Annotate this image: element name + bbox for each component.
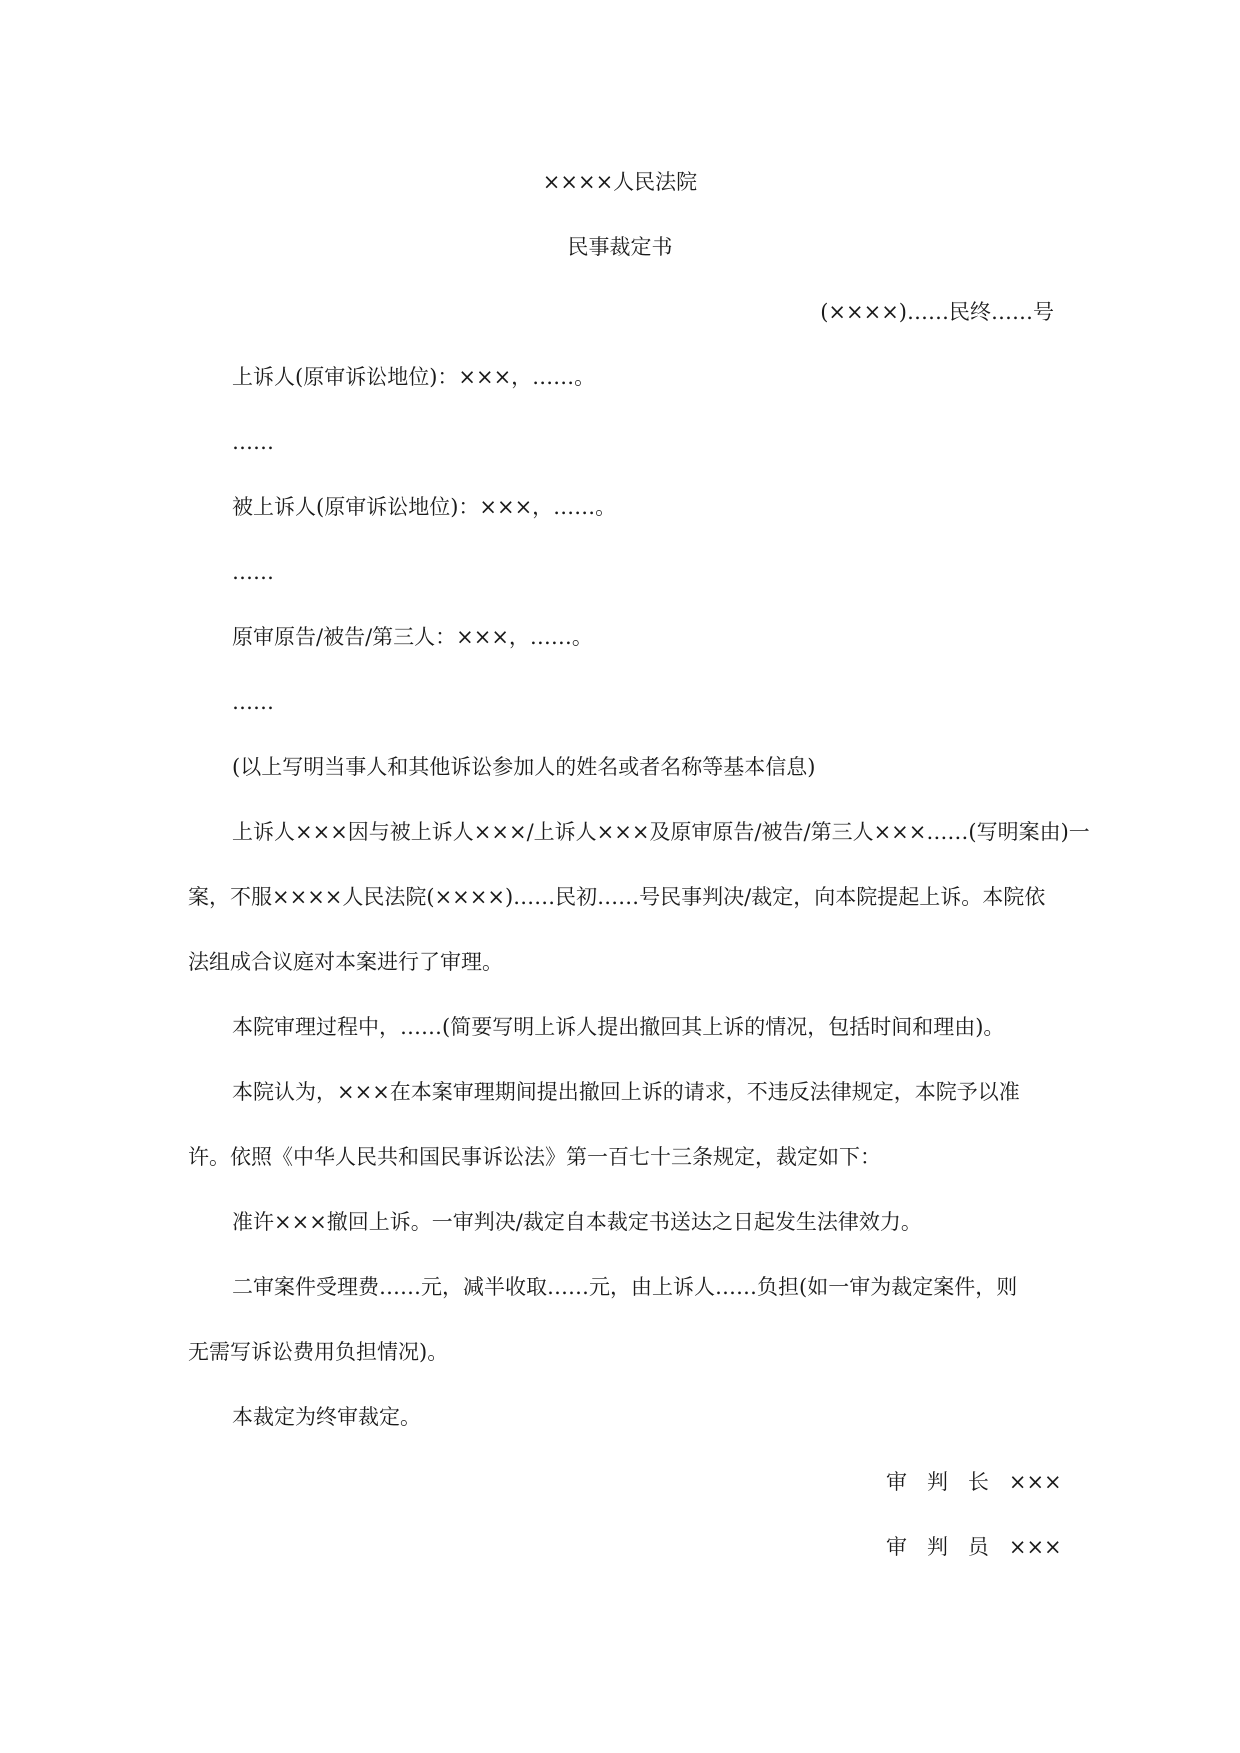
- body-paragraph-line: 上诉人×××因与被上诉人×××/上诉人×××及原审原告/被告/第三人×××……(写明案由)一: [232, 820, 1090, 844]
- signature-name: ×××: [1008, 1470, 1062, 1494]
- court-name: ××××人民法院: [542, 170, 698, 194]
- party-appellant: 上诉人(原审诉讼地位)：×××，……。: [232, 365, 596, 389]
- signature-name: ×××: [1008, 1535, 1062, 1559]
- body-paragraph-line: 无需写诉讼费用负担情况)。: [188, 1340, 449, 1364]
- body-paragraph-line: 许。依照《中华人民共和国民事诉讼法》第一百七十三条规定，裁定如下：: [188, 1145, 881, 1169]
- signature-role: 审判员: [886, 1535, 1009, 1559]
- final-ruling-statement: 本裁定为终审裁定。: [232, 1405, 421, 1429]
- body-paragraph-line: 本院审理过程中，……(简要写明上诉人提出撤回其上诉的情况，包括时间和理由)。: [232, 1015, 1005, 1039]
- body-paragraph-line: 法组成合议庭对本案进行了审理。: [188, 950, 503, 974]
- party-original-litigant: 原审原告/被告/第三人：×××，……。: [232, 625, 593, 649]
- ruling-paragraph: 准许×××撤回上诉。一审判决/裁定自本裁定书送达之日起发生法律效力。: [232, 1210, 922, 1234]
- party-appellee: 被上诉人(原审诉讼地位)：×××，……。: [232, 495, 617, 519]
- body-paragraph-line: 本院认为，×××在本案审理期间提出撤回上诉的请求，不违反法律规定，本院予以准: [232, 1080, 1020, 1104]
- signature-role: 审判长: [886, 1470, 1009, 1494]
- parties-note: (以上写明当事人和其他诉讼参加人的姓名或者名称等基本信息): [232, 755, 816, 779]
- case-number: (××××)……民终……号: [820, 300, 1054, 324]
- party-ellipsis: ……: [232, 430, 274, 454]
- body-paragraph-line: 案，不服××××人民法院(××××)……民初……号民事判决/裁定，向本院提起上诉。本院依: [188, 885, 1046, 909]
- signature-judge: [886, 1533, 1062, 1561]
- signature-presiding-judge: [886, 1468, 1062, 1496]
- body-paragraph-line: 二审案件受理费……元，减半收取……元，由上诉人……负担(如一审为裁定案件，则: [232, 1275, 1018, 1299]
- document-type-title: 民事裁定书: [567, 235, 673, 259]
- party-ellipsis: ……: [232, 690, 274, 714]
- party-ellipsis: ……: [232, 560, 274, 584]
